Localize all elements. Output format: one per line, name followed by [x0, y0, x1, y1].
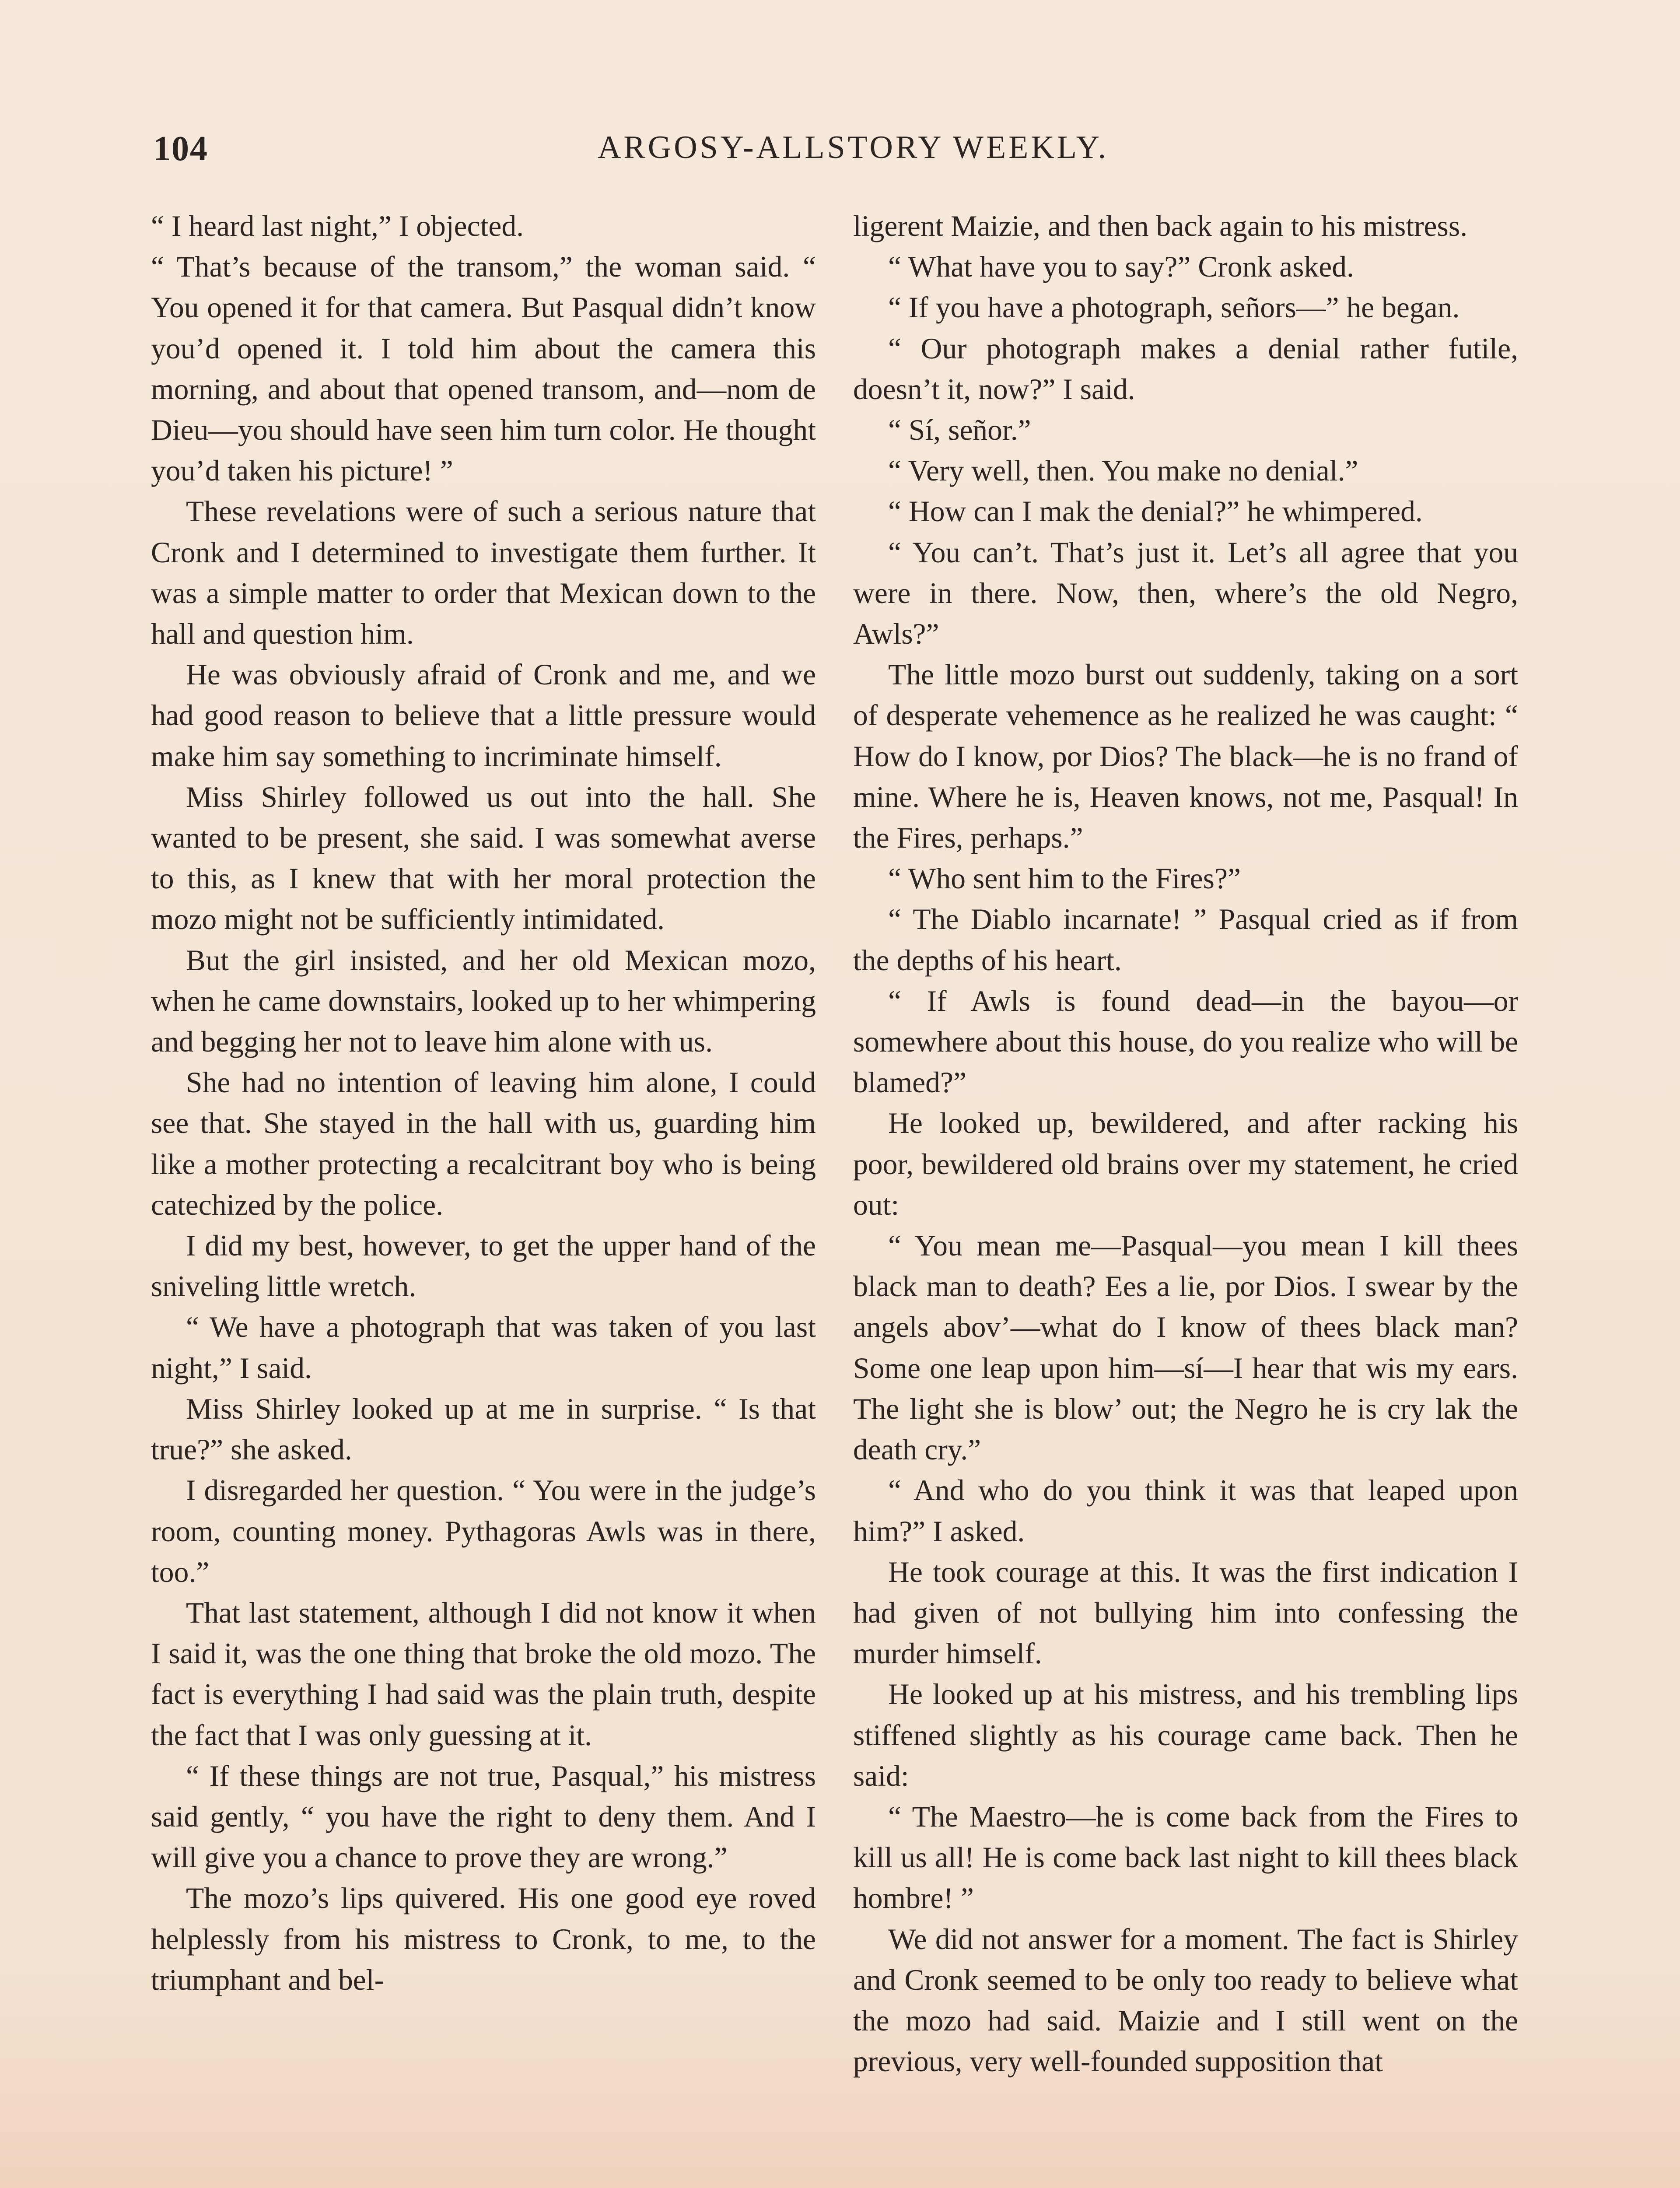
paragraph: We did not answer for a moment. The fact is Shirley and Cronk seemed to be only too ready to believe what the mozo had said. Maizie and I still went on the previous, very well-founded supposition that [853, 1922, 1518, 2078]
paragraph: He looked up, bewildered, and after racking his poor, bewildered old brains over my statement, he cried out: [853, 1107, 1518, 1221]
paragraph: “ We have a photograph that was taken of you last night,” I said. [151, 1311, 816, 1385]
paragraph: “ What have you to say?” Cronk asked. [888, 250, 1354, 284]
right-column [853, 206, 1518, 2188]
page-header [153, 129, 1553, 173]
paragraph: He was obviously afraid of Cronk and me, and we had good reason to believe that a little pressure would make him say something to incriminate himself. [151, 658, 816, 773]
paragraph: The mozo’s lips quivered. His one good eye roved helplessly from his mistress to Cronk, to me, to the triumphant and bel- [151, 1882, 816, 1996]
paragraph: “ If these things are not true, Pasqual,” his mistress said gently, “ you have the right to deny them. And I will give you a chance to prove they are wrong.” [151, 1759, 816, 1874]
paragraph: She had no intention of leaving him alone, I could see that. She stayed in the hall with us, guarding him like a mother protecting a recalcitrant boy who is being catechized by the police. [151, 1066, 816, 1221]
paragraph: But the girl insisted, and her old Mexican mozo, when he came downstairs, looked up to her whimpering and begging her not to leave him alone with us. [151, 943, 816, 1059]
paragraph: “ How can I mak the denial?” he whimpered. [888, 495, 1423, 528]
paragraph: “ That’s because of the transom,” the woman said. “ You opened it for that camera. But Pasqual didn’t know you’d opened it. I told him about the camera this morning, and about that opened transom, and—nom de Dieu—you should have seen him turn color. He thought you’d taken his picture! ” [151, 250, 816, 487]
paragraph: ligerent Maizie, and then back again to his mistress. [853, 210, 1468, 242]
paragraph: “ Who sent him to the Fires?” [888, 862, 1241, 895]
paragraph: “ If you have a photograph, señors—” he began. [888, 291, 1460, 324]
paragraph: I disregarded her question. “ You were in the judge’s room, counting money. Pythagoras Awls was in there, too.” [151, 1474, 816, 1588]
page-number: 104 [153, 130, 208, 168]
paragraph: I did my best, however, to get the upper hand of the sniveling little wretch. [151, 1229, 816, 1303]
paragraph: “ The Diablo incarnate! ” Pasqual cried as if from the depths of his heart. [853, 903, 1518, 977]
paragraph: The little mozo burst out suddenly, taking on a sort of desperate vehemence as he realized he was caught: “ How do I know, por Dios? The black—he is no frand of mine. Where he is, Heaven knows, not me, Pasqual! In the Fires, perhaps.” [853, 658, 1518, 855]
paragraph: “ The Maestro—he is come back from the Fires to kill us all! He is come back last night to kill thees black hombre! ” [853, 1800, 1518, 1915]
paragraph: “ You can’t. That’s just it. Let’s all agree that you were in there. Now, then, where’s the old Negro, Awls?” [853, 536, 1518, 651]
paragraph: Miss Shirley followed us out into the hall. She wanted to be present, she said. I was somewhat averse to this, as I knew that with her moral protection the mozo might not be sufficiently intimidated. [151, 780, 816, 936]
paragraph: Miss Shirley looked up at me in surprise. “ Is that true?” she asked. [151, 1392, 816, 1466]
left-column [151, 206, 816, 2188]
paragraph: “ Very well, then. You make no denial.” [888, 454, 1358, 487]
paragraph: “ If Awls is found dead—in the bayou—or somewhere about this house, do you realize who will be blamed?” [853, 984, 1518, 1099]
paragraph: “ And who do you think it was that leaped upon him?” I asked. [853, 1474, 1518, 1548]
paragraph: That last statement, although I did not know it when I said it, was the one thing that broke the old mozo. The fact is everything I had said was the plain truth, despite the fact that I was only guessing at it. [151, 1596, 816, 1752]
paragraph: He took courage at this. It was the first indication I had given of not bullying him into confessing the murder himself. [853, 1555, 1518, 1670]
running-title: ARGOSY-ALLSTORY WEEKLY. [597, 130, 1109, 165]
paragraph: “ You mean me—Pasqual—you mean I kill thees black man to death? Ees a lie, por Dios. I swear by the angels abov’—what do I know of thees black man? Some one leap upon him—sí—I hear that wis my ears. The light she is blow’ out; the Negro he is cry lak the death cry.” [853, 1229, 1518, 1466]
paragraph: He looked up at his mistress, and his trembling lips stiffened slightly as his courage came back. Then he said: [853, 1678, 1518, 1792]
paragraph: “ I heard last night,” I objected. [151, 210, 524, 242]
paragraph: “ Sí, señor.” [888, 414, 1031, 447]
paragraph: “ Our photograph makes a denial rather futile, doesn’t it, now?” I said. [853, 332, 1518, 406]
paragraph: These revelations were of such a serious nature that Cronk and I determined to investigate them further. It was a simple matter to order that Mexican down to the hall and question him. [151, 495, 816, 651]
